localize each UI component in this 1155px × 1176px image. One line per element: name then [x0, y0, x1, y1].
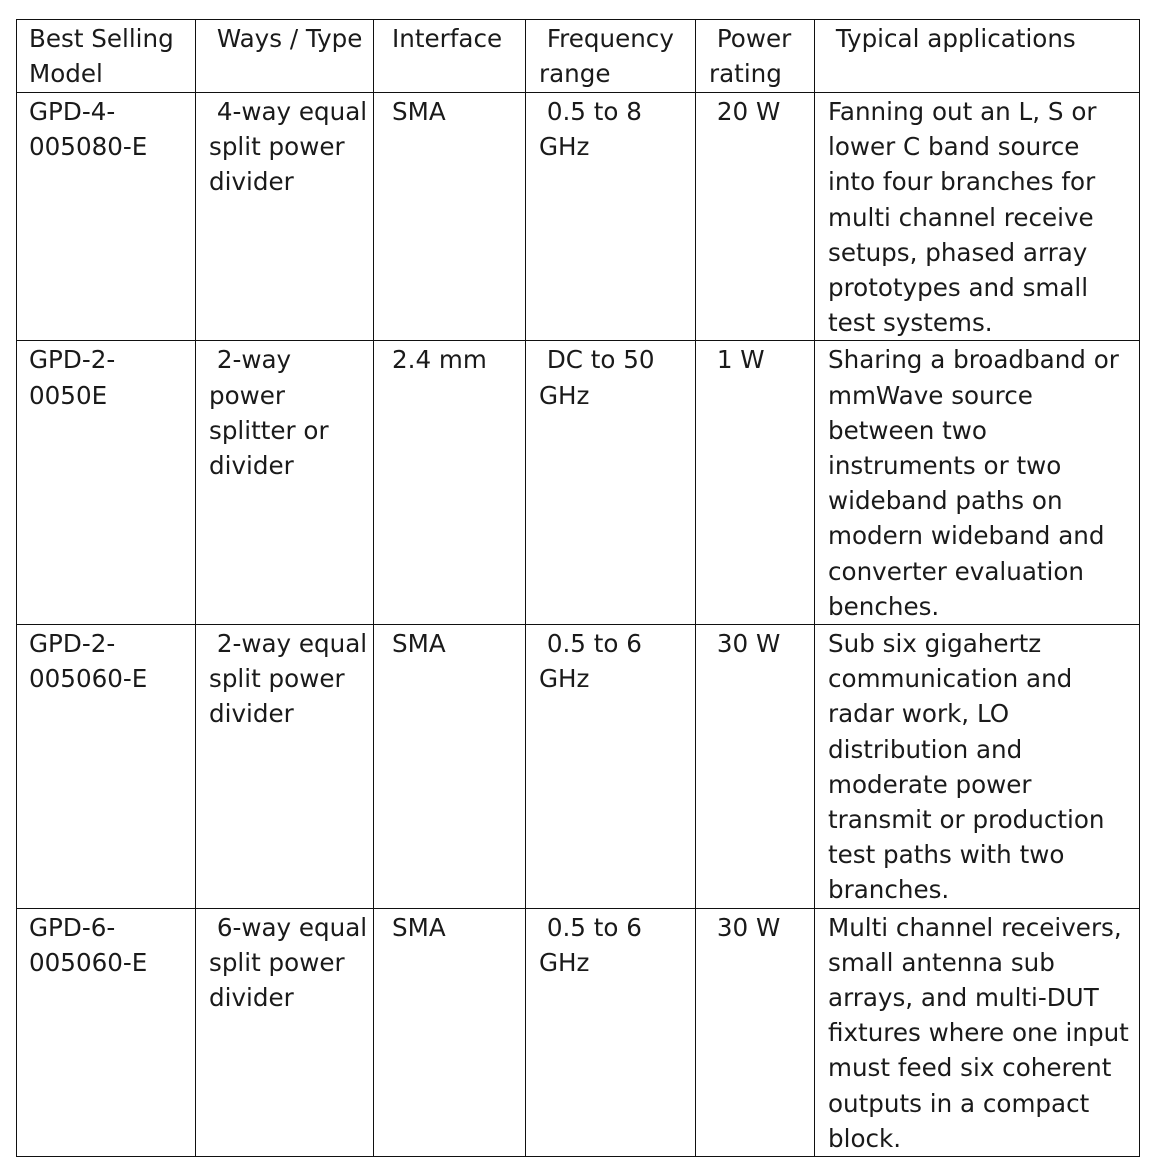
power-cell: 30 W: [696, 625, 815, 909]
model-cell: GPD-6-005060-E: [17, 908, 196, 1156]
power-cell: 1 W: [696, 341, 815, 625]
header-model: Best Selling Model: [17, 20, 196, 93]
type-cell: 2-way equal split power divider: [196, 625, 374, 909]
table-row: [17, 93, 1140, 341]
header-applications: Typical applications: [815, 20, 1140, 93]
power-cell: 20 W: [696, 93, 815, 341]
products-table: [16, 19, 1140, 1157]
table-row: [17, 625, 1140, 909]
header-power: Power rating: [696, 20, 815, 93]
applications-cell: Sharing a broadband or mmWave source between two instruments or two wideband paths on modern wideband and converter evaluation benches.: [815, 341, 1140, 625]
table-row: [17, 908, 1140, 1156]
power-cell: 30 W: [696, 908, 815, 1156]
header-interface: Interface: [374, 20, 526, 93]
type-cell: 4-way equal split power divider: [196, 93, 374, 341]
frequency-cell: 0.5 to 6 GHz: [526, 908, 696, 1156]
header-row: [17, 20, 1140, 93]
interface-cell: 2.4 mm: [374, 341, 526, 625]
interface-cell: SMA: [374, 908, 526, 1156]
table-row: [17, 341, 1140, 625]
frequency-cell: 0.5 to 8 GHz: [526, 93, 696, 341]
applications-cell: Multi channel receivers, small antenna sub arrays, and multi-DUT fixtures where one input must feed six coherent outputs in a compact block.: [815, 908, 1140, 1156]
model-cell: GPD-2-005060-E: [17, 625, 196, 909]
model-cell: GPD-2-0050E: [17, 341, 196, 625]
type-cell: 6-way equal split power divider: [196, 908, 374, 1156]
header-frequency: Frequency range: [526, 20, 696, 93]
model-cell: GPD-4-005080-E: [17, 93, 196, 341]
applications-cell: Sub six gigahertz communication and radar work, LO distribution and moderate power transmit or production test paths with two branches.: [815, 625, 1140, 909]
header-type: Ways / Type: [196, 20, 374, 93]
frequency-cell: 0.5 to 6 GHz: [526, 625, 696, 909]
interface-cell: SMA: [374, 93, 526, 341]
type-cell: 2-way power splitter or divider: [196, 341, 374, 625]
interface-cell: SMA: [374, 625, 526, 909]
applications-cell: Fanning out an L, S or lower C band source into four branches for multi channel receive setups, phased array prototypes and small test systems.: [815, 93, 1140, 341]
frequency-cell: DC to 50 GHz: [526, 341, 696, 625]
